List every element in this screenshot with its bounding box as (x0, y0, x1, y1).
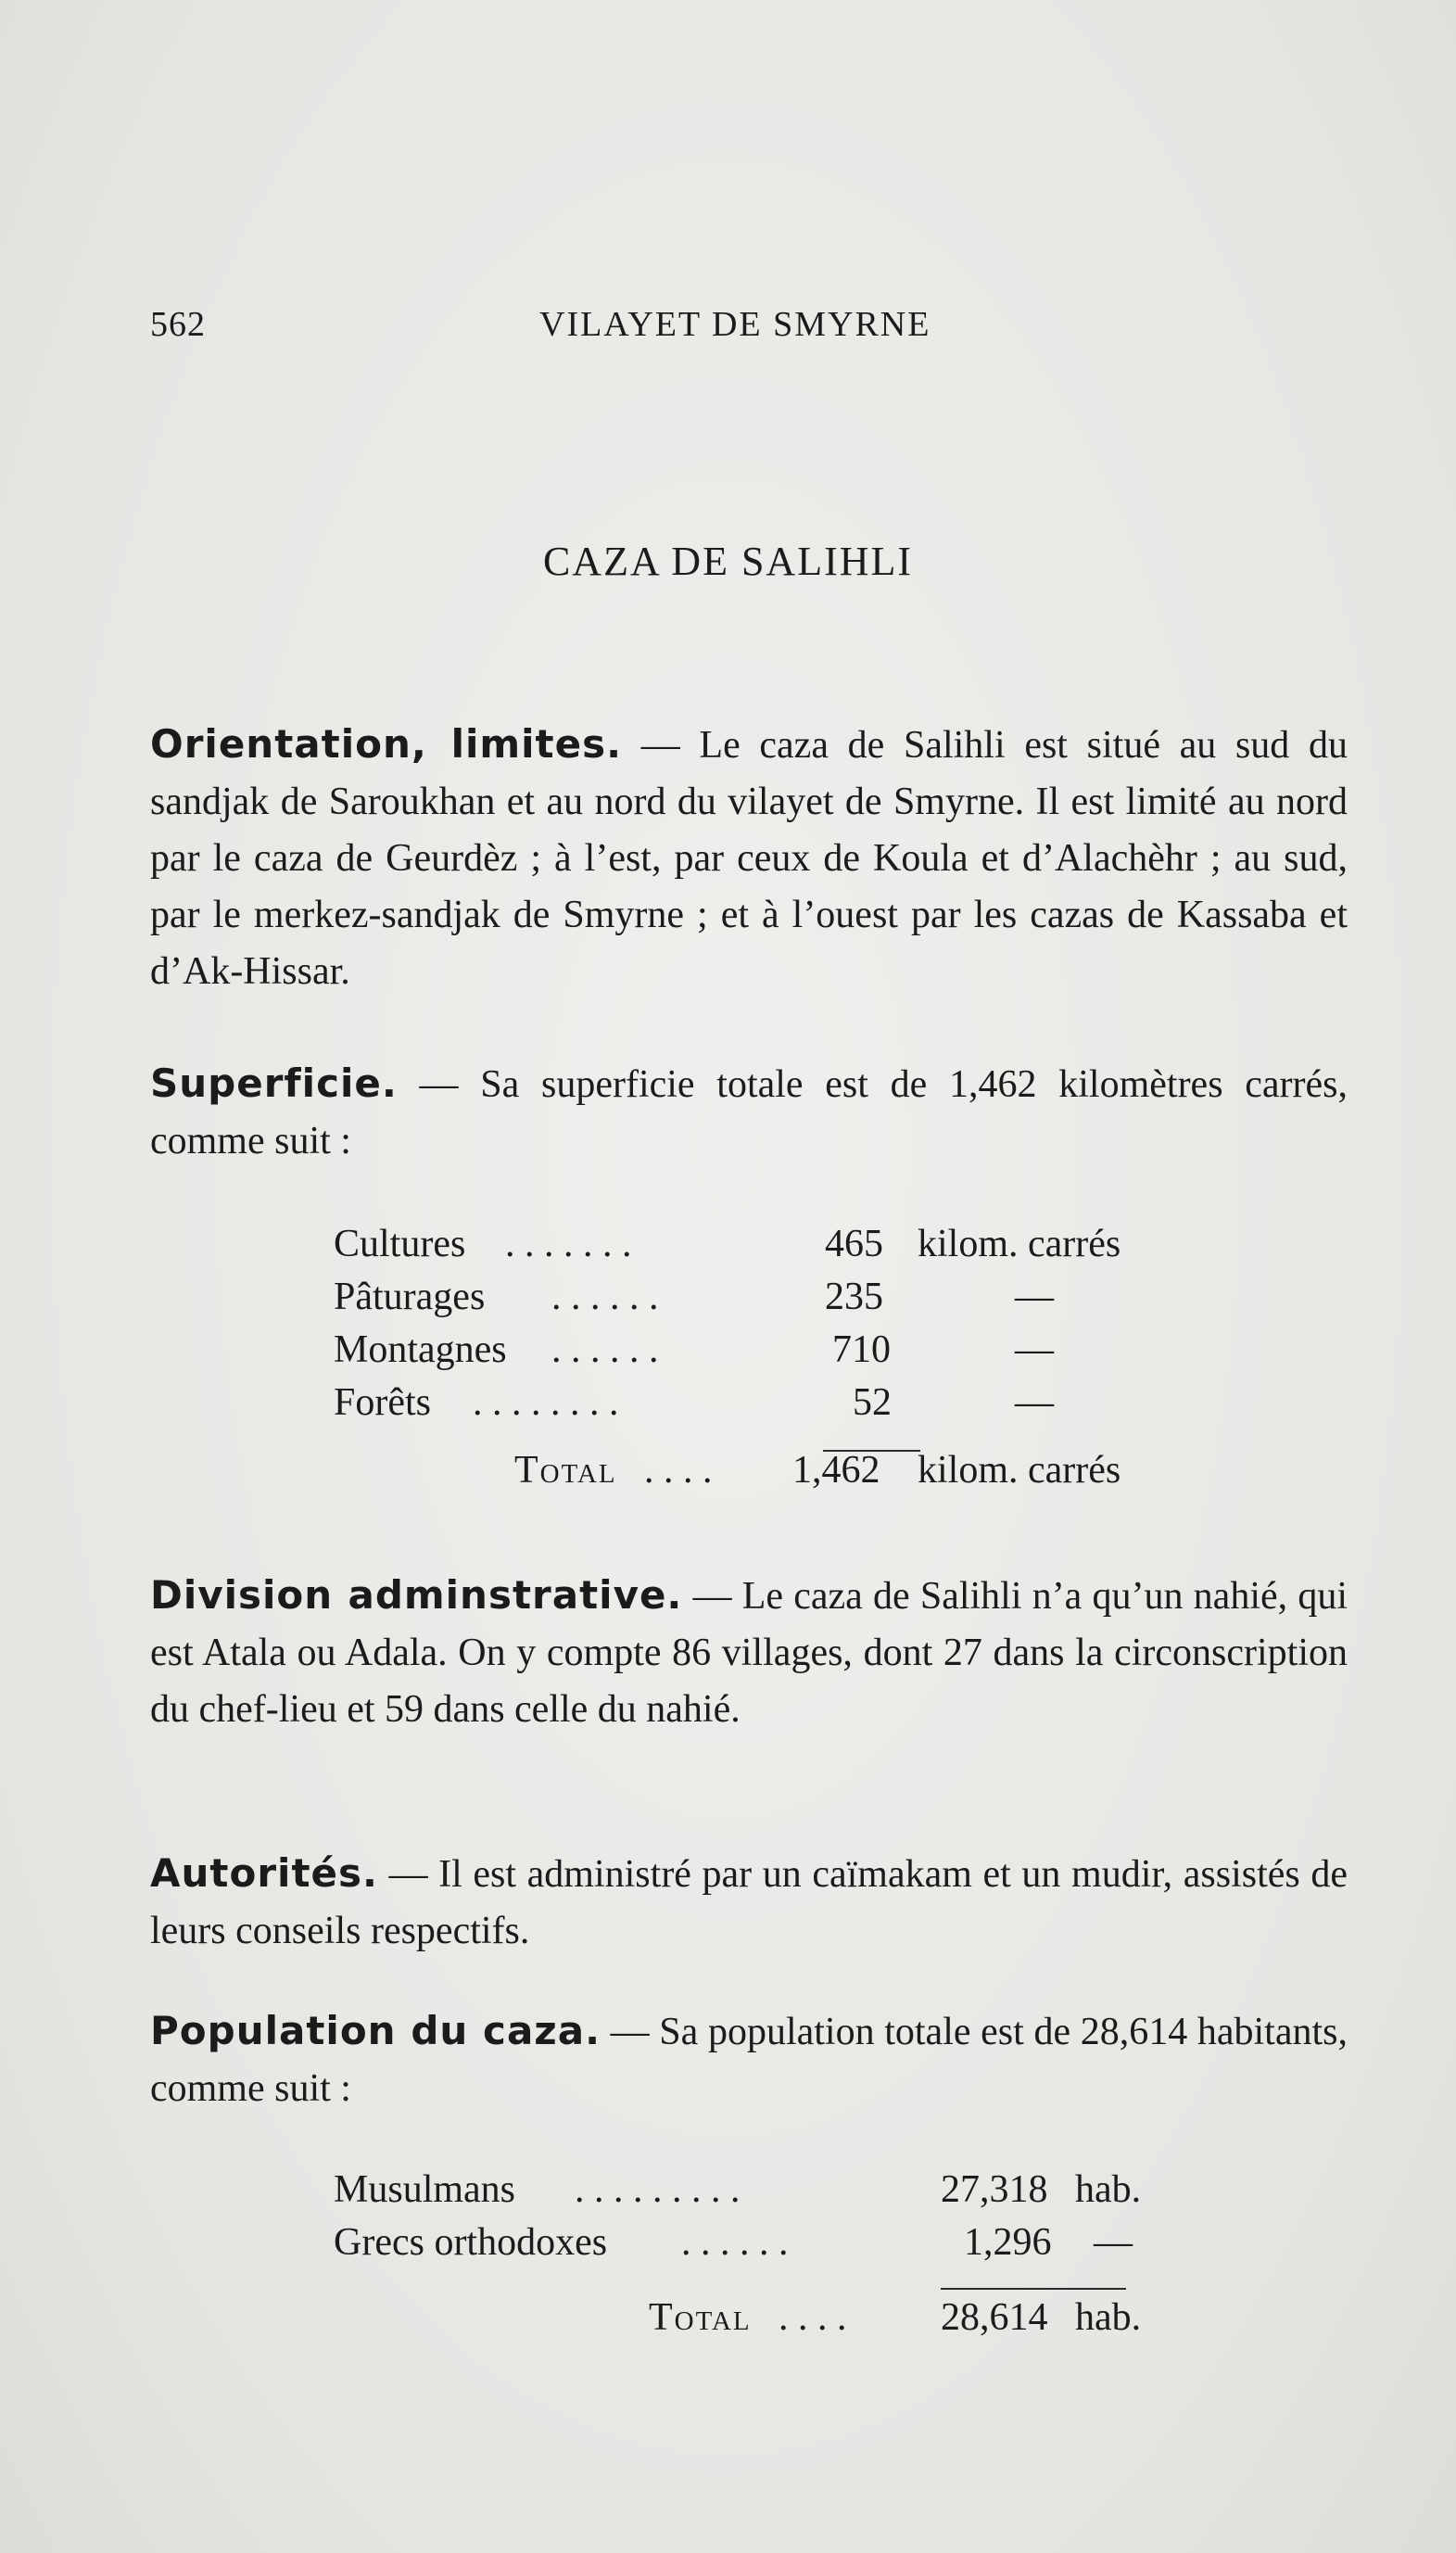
row-unit: kilom. carrés (918, 1223, 1121, 1265)
table-row (334, 1327, 1168, 1380)
total-value: 1,462 (792, 1449, 880, 1492)
row-value: 710 (832, 1328, 891, 1371)
paragraph-heading: Autorités. (150, 1850, 378, 1896)
row-unit: — (1015, 1328, 1054, 1371)
row-unit: hab. (1075, 2168, 1142, 2211)
paragraph-heading: Superficie. (150, 1061, 398, 1106)
section-title: CAZA DE SALIHLI (542, 539, 914, 584)
row-value: 235 (825, 1276, 883, 1318)
table-row (334, 2220, 1260, 2273)
row-label: Forêts (334, 1381, 431, 1424)
total-value: 28,614 (941, 2296, 1048, 2339)
leader-dots: . . . . . . . (505, 1223, 632, 1265)
leader-dots: . . . . . . . . (473, 1381, 619, 1424)
paragraph-autorites (150, 1845, 1348, 1960)
leader-dots: . . . . (644, 1449, 713, 1492)
row-label: Pâturages (334, 1276, 486, 1318)
paragraph-text: — Il est administré par un caïmakam et un mudir, assistés de leurs conseils respectifs. (150, 1853, 1348, 1952)
paragraph-division (150, 1567, 1348, 1738)
total-unit: kilom. carrés (918, 1449, 1121, 1492)
row-value: 27,318 (941, 2168, 1048, 2211)
page-number: 562 (150, 305, 206, 344)
paragraph-superficie (150, 1055, 1348, 1170)
population-table (334, 2167, 1260, 2348)
table-row (334, 1380, 1168, 1433)
row-value: 1,296 (964, 2221, 1052, 2264)
row-value: 52 (853, 1381, 892, 1424)
row-unit: — (1015, 1276, 1054, 1318)
row-label: Cultures (334, 1223, 466, 1265)
leader-dots: . . . . (779, 2296, 847, 2339)
paragraph-heading: Division adminstrative. (150, 1572, 683, 1618)
superficie-table (334, 1222, 1168, 1501)
paragraph-heading: Population du caza. (150, 2008, 601, 2053)
total-rule (941, 2288, 1126, 2290)
page-header (150, 304, 1300, 360)
paragraph-orientation (150, 716, 1348, 1000)
total-label: Total (514, 1449, 617, 1492)
table-row (334, 2167, 1260, 2220)
row-label: Grecs orthodoxes (334, 2221, 608, 2264)
paragraph-text: — Sa superficie totale est de 1,462 kilomètres carrés, comme suit : (150, 1063, 1348, 1162)
paragraph-text: — Sa population totale est de 28,614 habitants, comme suit : (150, 2011, 1348, 2110)
row-label: Musulmans (334, 2168, 516, 2211)
row-value: 465 (825, 1223, 883, 1265)
total-row (334, 1448, 1168, 1501)
row-unit: — (1015, 1381, 1054, 1424)
running-title: VILAYET DE SMYRNE (539, 305, 931, 344)
table-row (334, 1275, 1168, 1327)
leader-dots: . . . . . . (681, 2221, 789, 2264)
total-unit: hab. (1075, 2296, 1142, 2339)
row-unit: — (1094, 2221, 1133, 2264)
total-row (334, 2295, 1260, 2348)
leader-dots: . . . . . . (551, 1328, 659, 1371)
paragraph-text: — Le caza de Salihli est situé au sud du sandjak de Saroukhan et au nord du vilayet de Smyrne. Il est limité au nord par le caza de Geurdèz ; à l’est, par ceux de Koula et d’Alachèhr ; au sud, par le merkez-sandjak de Smyrne ; et à l’ouest par les cazas de Kassaba et d’Ak-Hissar. (150, 724, 1348, 993)
leader-dots: . . . . . . (551, 1276, 659, 1318)
table-row (334, 1222, 1168, 1275)
leader-dots: . . . . . . . . . (575, 2168, 741, 2211)
paragraph-heading: Orientation, limites. (150, 721, 623, 767)
total-label: Total (649, 2296, 752, 2339)
paragraph-text: — Le caza de Salihli n’a qu’un nahié, qui est Atala ou Adala. On y compte 86 villages, dont 27 dans la circonscription du chef-lieu et 59 dans celle du nahié. (150, 1575, 1348, 1731)
paragraph-population (150, 2002, 1348, 2117)
row-label: Montagnes (334, 1328, 507, 1371)
